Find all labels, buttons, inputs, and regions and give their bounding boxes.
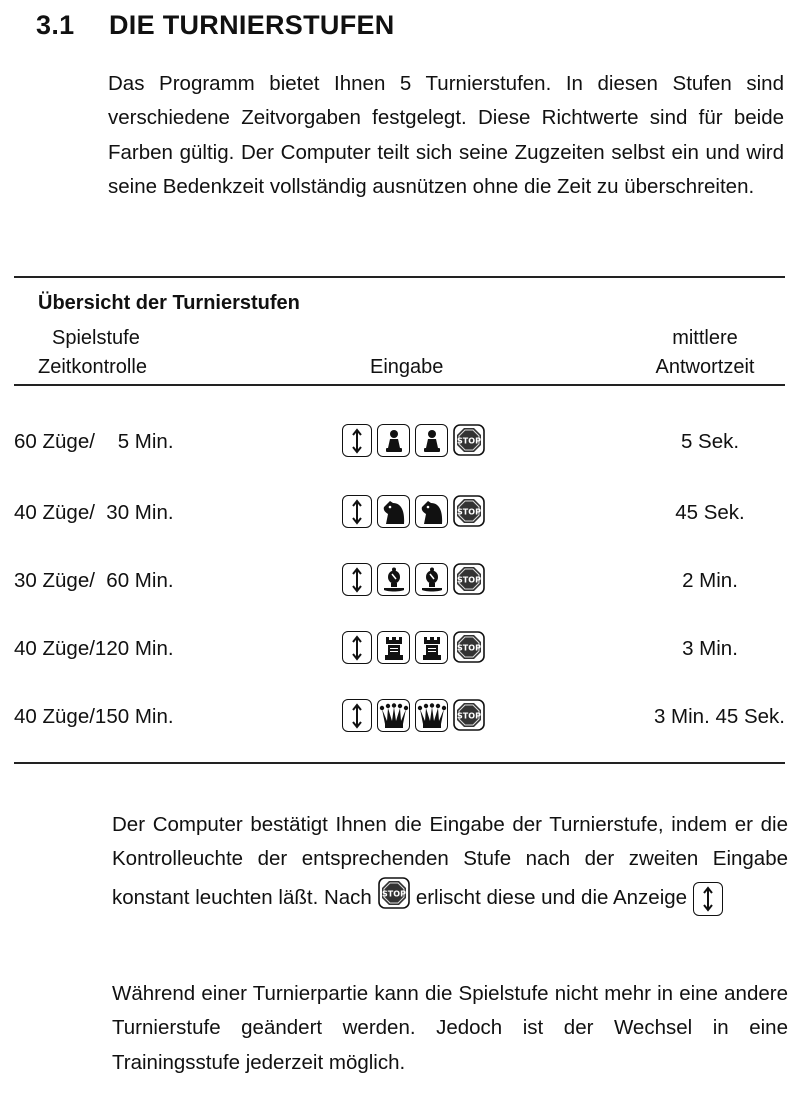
svg-text:STOP: STOP xyxy=(381,889,406,899)
up-down-arrow-icon xyxy=(342,495,372,528)
table-row xyxy=(0,424,810,464)
level-cell: 60 Züge/ 5 Min. xyxy=(14,430,174,453)
answer-time-cell: 3 Min. 45 Sek. xyxy=(653,705,785,728)
stop-icon xyxy=(453,699,485,735)
svg-text:STOP: STOP xyxy=(457,436,481,446)
up-down-arrow-icon xyxy=(342,631,372,664)
answer-time-cell: 2 Min. xyxy=(682,569,738,592)
level-cell: 40 Züge/120 Min. xyxy=(14,637,174,660)
svg-text:STOP: STOP xyxy=(457,643,481,653)
pawn-icon xyxy=(415,424,448,457)
svg-text:STOP: STOP xyxy=(457,575,481,585)
answer-time-cell: 5 Sek. xyxy=(680,430,740,453)
stop-icon xyxy=(453,495,485,531)
input-sequence xyxy=(342,495,485,531)
column-header-level-line2: Zeitkontrolle xyxy=(38,356,147,378)
pawn-icon xyxy=(377,424,410,457)
table-row xyxy=(0,495,810,535)
table-row xyxy=(0,631,810,671)
column-header-level xyxy=(38,324,147,382)
input-sequence xyxy=(342,563,485,599)
section-title: DIE TURNIERSTUFEN xyxy=(109,10,395,40)
rook-icon xyxy=(415,631,448,664)
knight-icon xyxy=(377,495,410,528)
confirmation-paragraph xyxy=(112,808,788,920)
column-header-time-line2: Antwortzeit xyxy=(655,356,755,378)
answer-time-cell: 45 Sek. xyxy=(675,501,745,524)
level-cell: 30 Züge/ 60 Min. xyxy=(14,569,174,592)
input-sequence xyxy=(342,424,485,460)
up-down-arrow-icon xyxy=(342,424,372,457)
queen-icon xyxy=(377,699,410,732)
column-header-time xyxy=(620,324,790,382)
table-title: Übersicht der Turnierstufen xyxy=(38,292,300,314)
column-header-input: Eingabe xyxy=(370,356,444,378)
stop-icon xyxy=(453,631,485,667)
bishop-icon xyxy=(377,563,410,596)
restriction-paragraph: Während einer Turnierpartie kann die Spielstufe nicht mehr in eine andere Turnierstufe geändert werden. Jedoch ist der Wechsel in eine Trainingsstufe jederzeit möglich. xyxy=(112,982,788,1074)
inline-stop-key xyxy=(378,877,410,920)
table-bottom-rule xyxy=(14,762,785,764)
stop-icon xyxy=(453,424,485,460)
table-row xyxy=(0,699,810,739)
rook-icon xyxy=(377,631,410,664)
up-down-arrow-icon xyxy=(342,563,372,596)
stop-icon xyxy=(378,877,410,920)
knight-icon xyxy=(415,495,448,528)
table-row xyxy=(0,563,810,603)
section-number: 3.1 xyxy=(36,10,75,40)
arrow-key xyxy=(693,882,723,916)
svg-text:STOP: STOP xyxy=(457,507,481,517)
table-top-rule xyxy=(14,276,785,278)
answer-time-cell: 3 Min. xyxy=(682,637,738,660)
column-header-level-line1: Spielstufe xyxy=(52,327,140,349)
column-header-time-line1: mittlere xyxy=(672,327,738,349)
up-down-arrow-icon xyxy=(693,882,723,916)
input-sequence xyxy=(342,631,485,667)
intro-paragraph: Das Programm bietet Ihnen 5 Turnierstufen. In diesen Stufen sind verschiedene Zeitvorgaben festgelegt. Diese Richtwerte sind für beide Farben gültig. Der Computer teilt sich seine Zugzeiten selbst ein und wird seine Bedenkzeit vollständig ausnützen ohne die Zeit zu überschreiten. xyxy=(108,72,784,199)
up-down-arrow-icon xyxy=(342,699,372,732)
confirmation-text-part2: erlischt diese und die Anzeige xyxy=(415,885,688,909)
inline-arrow-key xyxy=(693,882,723,916)
svg-text:STOP: STOP xyxy=(457,711,481,721)
level-cell: 40 Züge/ 30 Min. xyxy=(14,501,174,524)
level-cell: 40 Züge/150 Min. xyxy=(14,705,174,728)
queen-icon xyxy=(415,699,448,732)
table-header-rule xyxy=(14,384,785,386)
input-sequence xyxy=(342,699,485,735)
bishop-icon xyxy=(415,563,448,596)
confirmation-text-part1: Der Computer bestätigt Ihnen die Eingabe der Turnierstufe, indem er die Kontrolleuchte der entsprechenden Stufe nach der zweiten Eingabe konstant leuchten läßt. Nach xyxy=(112,813,788,909)
stop-icon xyxy=(453,563,485,599)
